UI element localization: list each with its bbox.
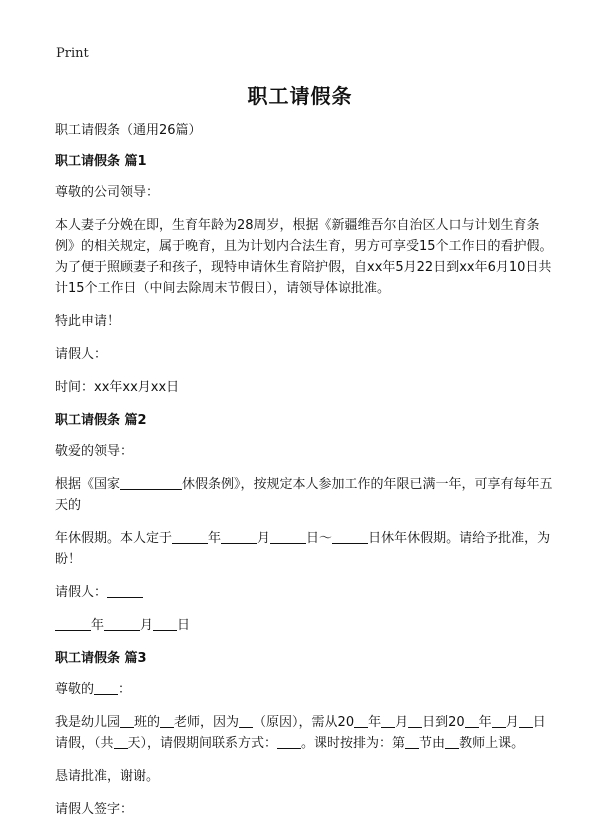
salutation-1: 尊敬的公司领导：: [55, 185, 160, 200]
closing-3: 恳请批准，谢谢。: [55, 769, 160, 784]
closing-1: 特此申请！: [55, 314, 121, 329]
blank-field[interactable]: [120, 475, 182, 490]
document-content: [55, 120, 555, 832]
print-link[interactable]: Print: [56, 46, 89, 61]
text-segment: 年: [478, 715, 492, 730]
blank-field[interactable]: [55, 616, 91, 631]
salutation-2: 敬爱的领导：: [55, 444, 134, 459]
section-heading-3: 职工请假条 篇3: [55, 651, 147, 666]
blank-field[interactable]: [239, 713, 253, 728]
blank-field[interactable]: [405, 734, 419, 749]
text-segment: 月: [140, 618, 154, 633]
text-segment: 老师，因为: [174, 715, 240, 730]
text-segment: 年休假期。本人定于: [55, 531, 173, 546]
blank-field[interactable]: [153, 616, 177, 631]
date-line-2: [55, 615, 555, 636]
blank-field[interactable]: [519, 713, 533, 728]
blank-field[interactable]: [160, 713, 174, 728]
text-segment: 日～: [306, 531, 333, 546]
text-segment: ：: [118, 682, 132, 697]
salutation-3: [55, 679, 555, 700]
text-segment: 我是幼儿园: [55, 715, 121, 730]
body-paragraph-2b: [55, 528, 555, 570]
blank-field[interactable]: [120, 713, 134, 728]
blank-field[interactable]: [381, 713, 395, 728]
text-segment: 日休年休假期。请给予批准，为盼！: [55, 531, 551, 567]
text-segment: 教师上课。: [459, 736, 525, 751]
applicant-label: 请假人：: [55, 585, 108, 600]
text-segment: 班的: [134, 715, 161, 730]
text-segment: 日请假，（共: [55, 715, 546, 751]
text-segment: 年: [91, 618, 105, 633]
blank-field[interactable]: [492, 713, 506, 728]
text-segment: 日到20: [422, 715, 465, 730]
time-1: 时间：xx年xx月xx日: [55, 380, 180, 395]
text-segment: 年: [208, 531, 222, 546]
section-heading-2: 职工请假条 篇2: [55, 413, 147, 428]
blank-field[interactable]: [270, 529, 306, 544]
blank-field[interactable]: [465, 713, 479, 728]
blank-field[interactable]: [408, 713, 422, 728]
body-paragraph-1: 本人妻子分娩在即，生育年龄为28周岁，根据《新疆维吾尔自治区人口与计划生育条例》的相关规定，属于晚育，且为计划内合法生育，男方可享受15个工作日的看护假。为了便于照顾妻子和孩子，现特申请休生育陪护假，自xx年5月22日到xx年6月10日共计15个工作日（中间去除周末节假日），请领导体谅批准。: [55, 218, 553, 296]
document-subtitle: 职工请假条（通用26篇）: [55, 123, 202, 138]
blank-field[interactable]: [107, 583, 143, 598]
blank-field[interactable]: [277, 734, 301, 749]
text-segment: 月: [505, 715, 519, 730]
text-segment: 节由: [419, 736, 446, 751]
body-paragraph-2a: [55, 474, 555, 516]
section-heading-1: 职工请假条 篇1: [55, 154, 147, 169]
blank-field[interactable]: [445, 734, 459, 749]
text-segment: 天），请假期间联系方式：: [127, 736, 278, 751]
text-segment: 日: [177, 618, 191, 633]
blank-field[interactable]: [104, 616, 140, 631]
text-segment: 休假条例》，按规定本人参加工作的年限已满一年，可享有每年五天的: [55, 477, 553, 513]
text-segment: （原因），需从20: [253, 715, 355, 730]
blank-field[interactable]: [114, 734, 128, 749]
text-segment: 根据《国家: [55, 477, 121, 492]
body-paragraph-3: [55, 712, 555, 754]
blank-field[interactable]: [332, 529, 368, 544]
text-segment: 。课时按排为：第: [301, 736, 406, 751]
applicant-1: 请假人：: [55, 347, 108, 362]
applicant-2: [55, 582, 555, 603]
text-segment: 月: [395, 715, 409, 730]
text-segment: 年: [368, 715, 382, 730]
page-title: 职工请假条: [247, 84, 353, 108]
blank-field[interactable]: [221, 529, 257, 544]
blank-field[interactable]: [94, 680, 118, 695]
signature-3: 请假人签字：: [55, 802, 134, 817]
text-segment: 月: [257, 531, 271, 546]
text-segment: 尊敬的: [55, 682, 95, 697]
blank-field[interactable]: [354, 713, 368, 728]
blank-field[interactable]: [172, 529, 208, 544]
